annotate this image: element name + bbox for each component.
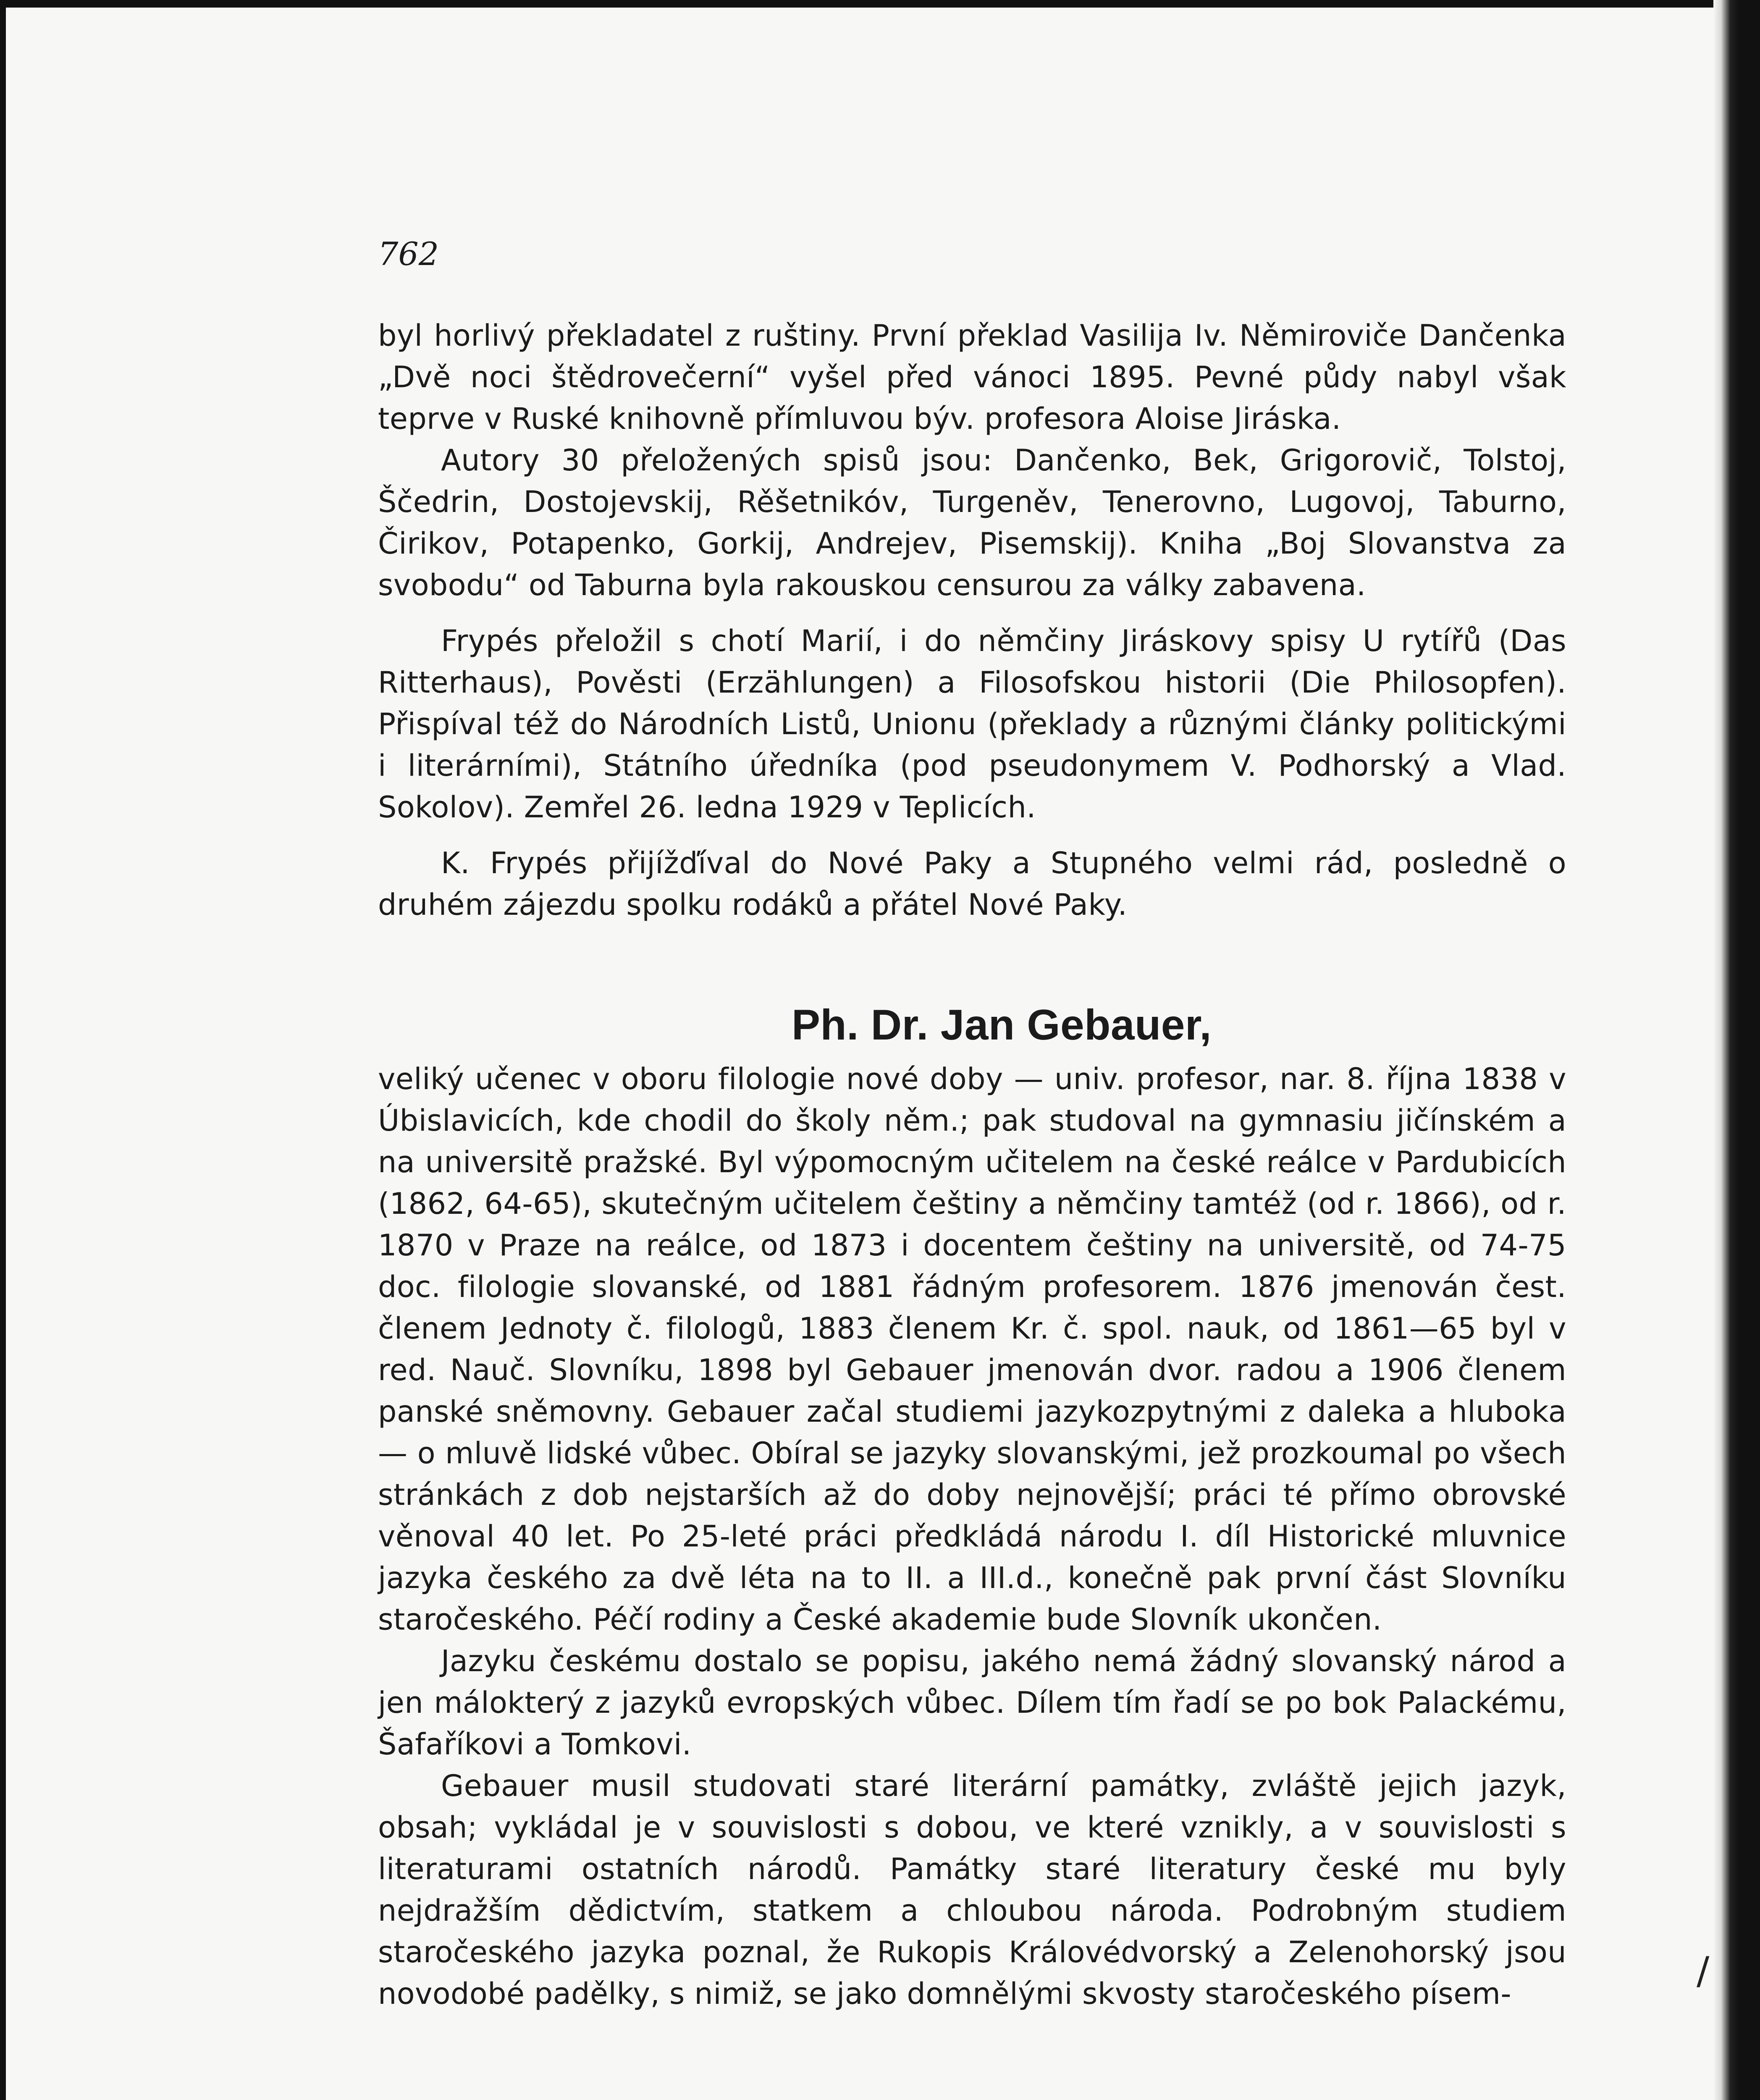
paragraph: Autory 30 přeložených spisů jsou: Dančenko, Bek, Grigorovič, Tolstoj, Ščedrin, Dostojevskij, Rěšetnikóv, Turgeněv, Tenerovno, Lugovoj, Taburno, Čirikov, Potapenko, Gorkij, Andrejev, Pisemskij). Kniha „Boj Slovanstva za svobodu“ od Taburna byla rakouskou censurou za války zabavena. bbox=[378, 443, 1566, 602]
paragraph: byl horlivý překladatel z ruštiny. První překlad Vasilija Iv. Němiroviče Dančenka „Dvě noci štědrovečerní“ vyšel před vánoci 1895. Pevné půdy nabyl však teprve v Ruské knihovně přímluvou býv. profesora Aloise Jiráska. bbox=[378, 318, 1566, 436]
page-number: 762 bbox=[378, 235, 439, 273]
paragraph: Jazyku českému dostalo se popisu, jakého nemá žádný slovanský národ a jen málokterý z jazyků evropských vůbec. Dílem tím řadí se po bok Palackému, Šafaříkovi a Tomkovi. bbox=[378, 1644, 1566, 1761]
section-heading-block bbox=[378, 1000, 1566, 1050]
scan-border-left bbox=[0, 0, 6, 2100]
margin-mark-icon: / bbox=[1697, 1949, 1710, 1993]
paragraph: Frypés přeložil s chotí Marií, i do němčiny Jiráskovy spisy U rytířů (Das Ritterhaus), Pověsti (Erzählungen) a Filosofskou historii (Die Philosopfen). Přispíval též do Národních Listů, Unionu (překlady a různými články politickými i literárními), Státního úředníka (pod pseudonymem V. Podhorský a Vlad. Sokolov). Zemřel 26. ledna 1929 v Teplicích. bbox=[378, 624, 1566, 824]
paragraph: veliký učenec v oboru filologie nové doby — univ. profesor, nar. 8. října 1838 v Úbislavicích, kde chodil do školy něm.; pak studoval na gymnasiu jičínském a na universitě pražské. Byl výpomocným učitelem na české reálce v Pardubicích (1862, 64-65), skutečným učitelem češtiny a němčiny tamtéž (od r. 1866), od r. 1870 v Praze na reálce, od 1873 i docentem češtiny na universitě, od 74-75 doc. filologie slovanské, od 1881 řádným profesorem. 1876 jmenován čest. členem Jednoty č. filologů, 1883 členem Kr. č. spol. nauk, od 1861—65 byl v red. Nauč. Slovníku, 1898 byl Gebauer jmenován dvor. radou a 1906 členem panské sněmovny. Gebauer začal studiemi jazykozpytnými z daleka a hluboka — o mluvě lidské vůbec. Obíral se jazyky slovanskými, jež prozkoumal po všech stránkách z dob nejstarších až do doby nejnovější; práci té přímo obrovské věnoval 40 let. Po 25-leté práci předkládá národu I. díl Historické mluvnice jazyka českého za dvě léta na to II. a III.d., konečně pak první část Slovníku staročeského. Péčí rodiny a České akademie bude Slovník ukončen. bbox=[378, 1062, 1566, 1637]
paragraph: K. Frypés přijížďíval do Nové Paky a Stupného velmi rád, posledně o druhém zájezdu spolku rodáků a přátel Nové Paky. bbox=[378, 846, 1566, 922]
biography-body bbox=[378, 1058, 1566, 2015]
article-continuation bbox=[378, 315, 1566, 926]
scan-border-top bbox=[0, 0, 1760, 8]
scan-border-right bbox=[1713, 0, 1760, 2100]
section-title: Ph. Dr. Jan Gebauer, bbox=[791, 1001, 1212, 1049]
paragraph: Gebauer musil studovati staré literární památky, zvláště jejich jazyk, obsah; vykládal je v souvislosti s dobou, ve které vznikly, a v souvislosti s literaturami ostatních národů. Památky staré literatury české mu byly nejdražším dědictvím, statkem a chloubou národa. Podrobným studiem staročeského jazyka poznal, že Rukopis Královédvorský a Zelenohorský jsou novodobé padělky, s nimiž, se jako domnělými skvosty staročeského písem- bbox=[378, 1769, 1566, 2011]
